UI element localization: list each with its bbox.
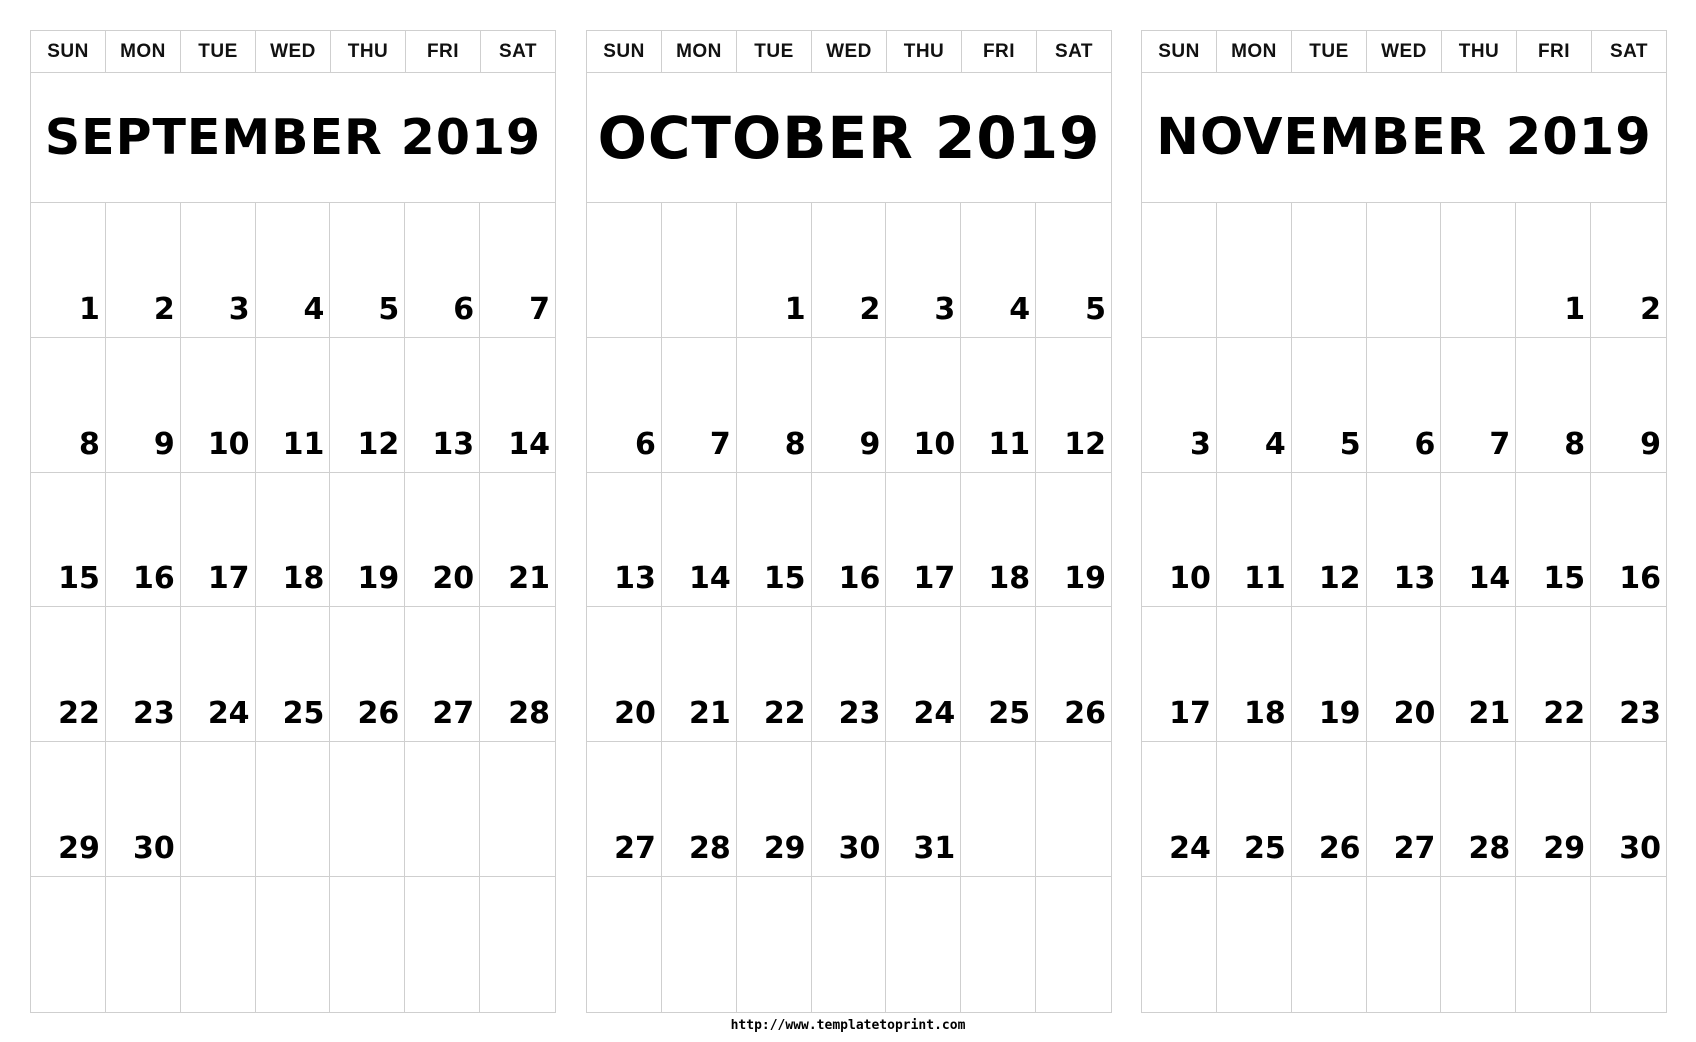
day-cell xyxy=(1516,338,1591,473)
date-number: 10 xyxy=(207,426,250,462)
day-cell xyxy=(662,203,737,338)
date-number: 18 xyxy=(282,561,325,597)
day-cell xyxy=(1217,338,1292,473)
calendar-september xyxy=(30,30,556,1013)
date-number: 24 xyxy=(1169,831,1211,867)
day-cell xyxy=(1217,742,1292,877)
weekday-label: THU xyxy=(1442,31,1517,72)
day-cell xyxy=(812,203,887,338)
day-cell xyxy=(480,742,555,877)
date-number: 3 xyxy=(934,291,956,327)
month-title-area xyxy=(587,73,1111,203)
day-cell xyxy=(1367,742,1442,877)
date-number: 14 xyxy=(688,561,731,597)
weekday-label: TUE xyxy=(1292,31,1367,72)
day-cell xyxy=(1591,203,1666,338)
day-cell xyxy=(106,742,181,877)
day-cell xyxy=(587,742,662,877)
date-number: 7 xyxy=(529,291,550,327)
date-number: 4 xyxy=(1009,291,1031,327)
weekday-label: THU xyxy=(887,31,962,72)
date-number: 10 xyxy=(1169,561,1211,597)
weekday-label: FRI xyxy=(406,31,481,72)
date-number: 16 xyxy=(132,561,175,597)
date-number: 12 xyxy=(1318,561,1361,597)
day-cell xyxy=(1516,742,1591,877)
date-number: 6 xyxy=(634,426,656,462)
day-cell xyxy=(256,742,331,877)
day-cell xyxy=(330,203,405,338)
day-cell xyxy=(106,203,181,338)
weekday-label: SAT xyxy=(1609,40,1649,62)
day-cell xyxy=(886,203,961,338)
weekday-header xyxy=(1142,31,1666,73)
day-cell xyxy=(330,607,405,742)
day-cell xyxy=(480,877,555,1012)
day-cell xyxy=(106,338,181,473)
day-cell xyxy=(961,473,1036,608)
day-cell xyxy=(1591,742,1666,877)
date-number: 22 xyxy=(1543,696,1586,732)
day-cell xyxy=(480,607,555,742)
date-number: 31 xyxy=(913,831,956,867)
day-cell xyxy=(886,473,961,608)
date-number: 9 xyxy=(1640,426,1661,462)
day-cell xyxy=(1217,473,1292,608)
weekday-label: MON xyxy=(106,31,181,72)
month-title: OCTOBER 2019 xyxy=(597,103,1101,172)
day-cell xyxy=(961,607,1036,742)
date-number: 23 xyxy=(1619,696,1661,732)
day-cell xyxy=(737,607,812,742)
day-cell xyxy=(886,607,961,742)
date-number: 29 xyxy=(58,831,100,867)
day-cell xyxy=(31,473,106,608)
day-cell xyxy=(1142,473,1217,608)
date-number: 8 xyxy=(1564,426,1586,462)
weekday-label: MON xyxy=(1217,31,1292,72)
day-cell xyxy=(1036,607,1111,742)
day-cell xyxy=(480,473,555,608)
day-cell xyxy=(181,473,256,608)
weekday-label: TUE xyxy=(737,31,812,72)
day-cell xyxy=(330,473,405,608)
day-cell xyxy=(1036,473,1111,608)
day-cell xyxy=(1142,607,1217,742)
day-cell xyxy=(256,473,331,608)
day-cell xyxy=(1516,607,1591,742)
date-number: 2 xyxy=(153,291,175,327)
date-number: 17 xyxy=(1169,696,1211,732)
date-number: 2 xyxy=(1640,291,1661,327)
day-cell xyxy=(1036,877,1111,1012)
date-number: 30 xyxy=(838,831,881,867)
weekday-label: WED xyxy=(256,31,331,72)
date-number: 15 xyxy=(58,561,100,597)
day-cell xyxy=(256,203,331,338)
date-number: 19 xyxy=(1064,561,1106,597)
day-cell xyxy=(1367,203,1442,338)
weekday-label: FRI xyxy=(962,31,1037,72)
date-number: 19 xyxy=(1318,696,1361,732)
date-number: 9 xyxy=(153,426,175,462)
date-number: 22 xyxy=(763,696,806,732)
date-number: 21 xyxy=(688,696,731,732)
date-number: 24 xyxy=(913,696,956,732)
day-cell xyxy=(812,742,887,877)
date-number: 4 xyxy=(303,291,325,327)
date-number: 28 xyxy=(688,831,731,867)
day-cell xyxy=(1217,203,1292,338)
date-number: 20 xyxy=(1393,696,1436,732)
date-number: 5 xyxy=(1085,291,1106,327)
date-number: 1 xyxy=(78,291,100,327)
calendar-october xyxy=(586,30,1112,1013)
date-number: 30 xyxy=(132,831,175,867)
day-cell xyxy=(737,877,812,1012)
date-number: 19 xyxy=(357,561,400,597)
day-cell xyxy=(1292,877,1367,1012)
date-number: 6 xyxy=(1414,426,1436,462)
month-title: NOVEMBER 2019 xyxy=(1156,108,1652,167)
date-number: 25 xyxy=(988,696,1031,732)
day-cell xyxy=(1367,473,1442,608)
day-cell xyxy=(1217,877,1292,1012)
date-number: 29 xyxy=(763,831,806,867)
date-number: 1 xyxy=(1564,291,1586,327)
date-number: 6 xyxy=(453,291,475,327)
day-cell xyxy=(662,607,737,742)
day-cell xyxy=(256,338,331,473)
day-cell xyxy=(405,607,480,742)
day-cell xyxy=(587,203,662,338)
weekday-label: FRI xyxy=(1517,31,1592,72)
day-cell xyxy=(1036,338,1111,473)
day-cell xyxy=(480,338,555,473)
day-cell xyxy=(405,473,480,608)
day-cell xyxy=(1292,607,1367,742)
day-cell xyxy=(181,742,256,877)
day-cell xyxy=(106,473,181,608)
date-number: 8 xyxy=(784,426,806,462)
weekday-label: THU xyxy=(331,31,406,72)
day-cell xyxy=(1591,877,1666,1012)
day-cell xyxy=(1441,742,1516,877)
weekday-label: SUN xyxy=(587,31,662,72)
weekday-label: SAT xyxy=(1054,40,1094,62)
date-number: 12 xyxy=(357,426,400,462)
day-cell xyxy=(181,338,256,473)
date-number: 27 xyxy=(614,831,656,867)
weekday-label: SUN xyxy=(31,31,106,72)
date-number: 18 xyxy=(988,561,1031,597)
weekday-label: MON xyxy=(662,31,737,72)
calendar-november xyxy=(1141,30,1667,1013)
date-number: 7 xyxy=(1489,426,1511,462)
day-cell xyxy=(330,338,405,473)
date-number: 17 xyxy=(913,561,956,597)
day-cell xyxy=(1516,203,1591,338)
day-cell xyxy=(812,607,887,742)
date-number: 29 xyxy=(1543,831,1586,867)
weekday-label: WED xyxy=(812,31,887,72)
date-number: 25 xyxy=(1243,831,1286,867)
day-cell xyxy=(587,338,662,473)
date-number: 25 xyxy=(282,696,325,732)
day-cell xyxy=(961,877,1036,1012)
day-cell xyxy=(961,338,1036,473)
date-number: 13 xyxy=(432,426,475,462)
day-cell xyxy=(256,877,331,1012)
date-number: 5 xyxy=(1339,426,1361,462)
day-cell xyxy=(737,473,812,608)
date-number: 4 xyxy=(1264,426,1286,462)
day-cell xyxy=(737,742,812,877)
weekday-label: TUE xyxy=(181,31,256,72)
date-number: 16 xyxy=(838,561,881,597)
day-cell xyxy=(405,877,480,1012)
weekday-label: WED xyxy=(1367,31,1442,72)
date-number: 13 xyxy=(614,561,656,597)
date-number: 24 xyxy=(207,696,250,732)
date-number: 17 xyxy=(207,561,250,597)
date-grid xyxy=(587,203,1111,1012)
date-number: 2 xyxy=(859,291,881,327)
day-cell xyxy=(1036,742,1111,877)
date-number: 23 xyxy=(132,696,175,732)
day-cell xyxy=(405,203,480,338)
day-cell xyxy=(737,338,812,473)
day-cell xyxy=(886,877,961,1012)
day-cell xyxy=(886,742,961,877)
day-cell xyxy=(886,338,961,473)
day-cell xyxy=(330,742,405,877)
day-cell xyxy=(181,203,256,338)
day-cell xyxy=(1292,338,1367,473)
day-cell xyxy=(1292,473,1367,608)
day-cell xyxy=(961,742,1036,877)
day-cell xyxy=(405,338,480,473)
day-cell xyxy=(1516,877,1591,1012)
month-title-area xyxy=(1142,73,1666,203)
day-cell xyxy=(181,877,256,1012)
date-number: 21 xyxy=(1468,696,1511,732)
date-number: 26 xyxy=(1064,696,1106,732)
date-number: 8 xyxy=(78,426,100,462)
date-number: 1 xyxy=(784,291,806,327)
footer-url: http://www.templatetoprint.com xyxy=(730,1018,966,1033)
weekday-header xyxy=(587,31,1111,73)
day-cell xyxy=(737,203,812,338)
month-title-area xyxy=(31,73,555,203)
day-cell xyxy=(1591,607,1666,742)
month-title: SEPTEMBER 2019 xyxy=(44,109,542,166)
day-cell xyxy=(256,607,331,742)
day-cell xyxy=(1292,203,1367,338)
date-number: 21 xyxy=(508,561,550,597)
day-cell xyxy=(31,607,106,742)
day-cell xyxy=(330,877,405,1012)
date-number: 27 xyxy=(1393,831,1436,867)
date-number: 12 xyxy=(1064,426,1106,462)
day-cell xyxy=(812,877,887,1012)
day-cell xyxy=(31,877,106,1012)
day-cell xyxy=(181,607,256,742)
date-number: 28 xyxy=(508,696,550,732)
day-cell xyxy=(961,203,1036,338)
day-cell xyxy=(1142,877,1217,1012)
date-number: 30 xyxy=(1619,831,1661,867)
day-cell xyxy=(480,203,555,338)
date-number: 27 xyxy=(432,696,475,732)
weekday-header xyxy=(31,31,555,73)
weekday-label: SAT xyxy=(498,40,538,62)
date-grid xyxy=(31,203,555,1012)
day-cell xyxy=(1441,607,1516,742)
day-cell xyxy=(1591,338,1666,473)
day-cell xyxy=(106,607,181,742)
date-number: 14 xyxy=(1468,561,1511,597)
date-number: 22 xyxy=(58,696,100,732)
day-cell xyxy=(1441,338,1516,473)
day-cell xyxy=(31,203,106,338)
day-cell xyxy=(812,338,887,473)
date-number: 23 xyxy=(838,696,881,732)
date-number: 13 xyxy=(1393,561,1436,597)
day-cell xyxy=(662,338,737,473)
date-number: 11 xyxy=(1243,561,1286,597)
date-number: 20 xyxy=(614,696,656,732)
day-cell xyxy=(1367,877,1442,1012)
day-cell xyxy=(587,877,662,1012)
day-cell xyxy=(1441,473,1516,608)
date-grid xyxy=(1142,203,1666,1012)
date-number: 26 xyxy=(357,696,400,732)
date-number: 26 xyxy=(1318,831,1361,867)
date-number: 3 xyxy=(228,291,250,327)
day-cell xyxy=(1516,473,1591,608)
date-number: 15 xyxy=(1543,561,1586,597)
date-number: 10 xyxy=(913,426,956,462)
day-cell xyxy=(31,742,106,877)
date-number: 15 xyxy=(763,561,806,597)
date-number: 7 xyxy=(709,426,731,462)
day-cell xyxy=(1367,338,1442,473)
day-cell xyxy=(1367,607,1442,742)
day-cell xyxy=(1591,473,1666,608)
date-number: 11 xyxy=(988,426,1031,462)
day-cell xyxy=(587,473,662,608)
day-cell xyxy=(1142,742,1217,877)
day-cell xyxy=(587,607,662,742)
day-cell xyxy=(31,338,106,473)
day-cell xyxy=(106,877,181,1012)
date-number: 14 xyxy=(508,426,550,462)
date-number: 18 xyxy=(1243,696,1286,732)
day-cell xyxy=(405,742,480,877)
day-cell xyxy=(662,742,737,877)
date-number: 5 xyxy=(378,291,400,327)
day-cell xyxy=(662,877,737,1012)
day-cell xyxy=(1142,338,1217,473)
date-number: 3 xyxy=(1189,426,1211,462)
date-number: 20 xyxy=(432,561,475,597)
day-cell xyxy=(662,473,737,608)
day-cell xyxy=(1441,877,1516,1012)
day-cell xyxy=(1217,607,1292,742)
day-cell xyxy=(1036,203,1111,338)
date-number: 16 xyxy=(1619,561,1661,597)
day-cell xyxy=(1441,203,1516,338)
date-number: 28 xyxy=(1468,831,1511,867)
day-cell xyxy=(1292,742,1367,877)
date-number: 11 xyxy=(282,426,325,462)
weekday-label: SUN xyxy=(1142,31,1217,72)
date-number: 9 xyxy=(859,426,881,462)
day-cell xyxy=(812,473,887,608)
day-cell xyxy=(1142,203,1217,338)
